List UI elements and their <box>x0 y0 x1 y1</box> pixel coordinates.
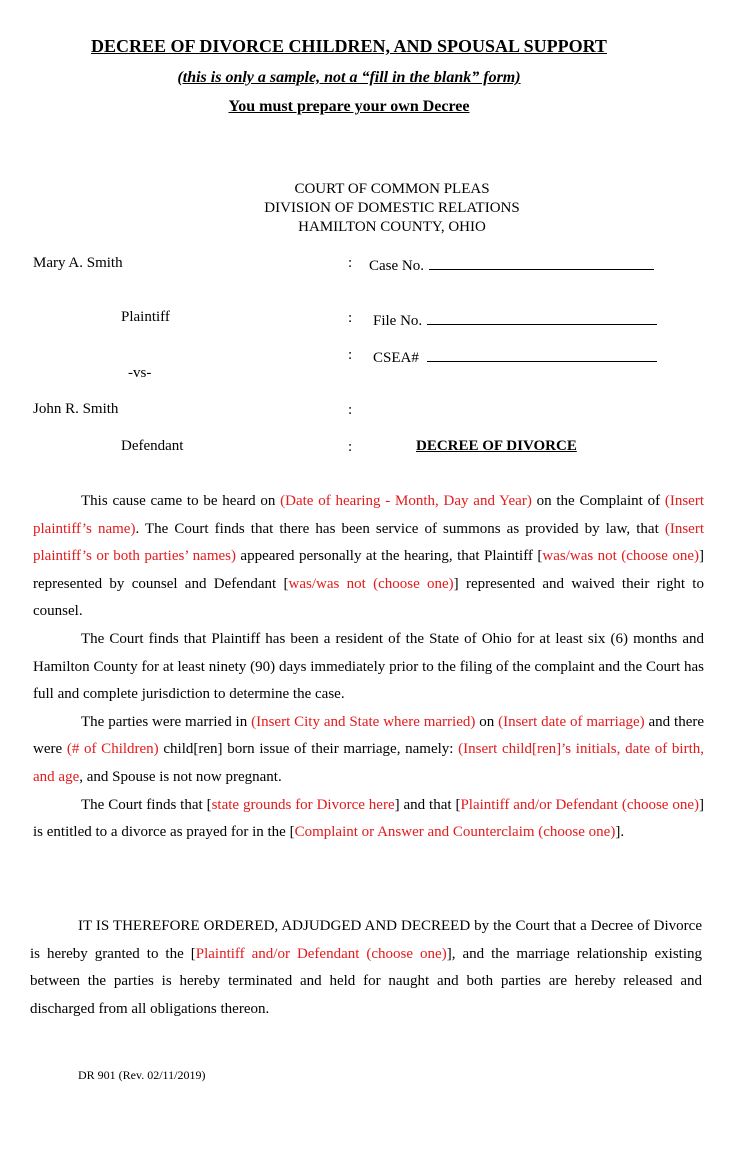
body-text: on the Complaint of <box>531 493 665 509</box>
court-name: COURT OF COMMON PLEAS <box>294 181 490 197</box>
file-number-blank <box>427 310 657 325</box>
placeholder-text: (Insert plaintiff’s name) <box>33 493 704 537</box>
case-number-blank <box>429 255 654 270</box>
body-text: . The Court finds that there has been service of summons as provided by law, that <box>135 520 665 537</box>
body-text: , and Spouse is not now pregnant. <box>79 768 282 785</box>
paragraph-marriage <box>33 709 704 792</box>
versus-label: -vs- <box>128 365 152 381</box>
body-text: The Court finds that [ <box>81 796 212 813</box>
placeholder-text: (Insert date of marriage) <box>498 713 645 730</box>
body-text: ] represented by counsel and Defendant [ <box>33 548 704 592</box>
case-number-label: Case No. <box>369 258 424 274</box>
body-text: The Court finds that Plaintiff has been a resident of the State of Ohio for at least six (6) months and Hamilton County for at least ninety (90) days immediately prior to the filing of the complaint and the Court has full and complete jurisdiction to determine the case. <box>33 630 704 703</box>
body-text: and there were <box>33 713 705 758</box>
file-number-field <box>373 310 657 330</box>
case-number-field <box>369 255 654 275</box>
paragraph-grounds <box>33 792 704 847</box>
placeholder-text: Complaint or Answer and Counterclaim (choose one) <box>294 824 616 841</box>
file-number-label: File No. <box>373 313 423 329</box>
caption-colon: : <box>348 347 353 363</box>
csea-blank <box>427 347 657 362</box>
defendant-label: Defendant <box>121 438 184 454</box>
plaintiff-name: Mary A. Smith <box>33 255 123 271</box>
caption-colon: : <box>348 310 353 326</box>
body-text: child[ren] born issue of their marriage, namely: <box>158 741 459 758</box>
document-title: DECREE OF DIVORCE CHILDREN, AND SPOUSAL SUPPORT <box>91 36 607 56</box>
caption-colon: : <box>348 255 353 271</box>
placeholder-text: (Insert City and State where married) <box>251 713 476 730</box>
caption-colon: : <box>348 439 353 455</box>
plaintiff-label: Plaintiff <box>121 309 170 325</box>
placeholder-text: Plaintiff and/or Defendant (choose one) <box>460 796 700 813</box>
placeholder-text: was/was not (choose one) <box>542 548 699 565</box>
placeholder-text: state grounds for Divorce here <box>211 796 395 813</box>
body-text: This cause came to be heard on <box>81 493 281 509</box>
body-text: on <box>475 713 499 730</box>
placeholder-text: (Insert child[ren]’s initials, date of birth, and age <box>33 741 704 785</box>
body-text: ]. <box>615 824 625 841</box>
paragraph-residency <box>33 626 704 709</box>
form-revision: DR 901 (Rev. 02/11/2019) <box>78 1068 206 1082</box>
body-text: ], and the marriage relationship existing between the parties is hereby terminated and held for naught and both parties are hereby released and discharged from all obligations thereon. <box>30 945 703 1017</box>
placeholder-text: (Date of hearing - Month, Day and Year) <box>280 493 532 509</box>
placeholder-text: was/was not (choose one) <box>288 575 454 592</box>
body-text: ] and that [ <box>394 796 461 813</box>
body-text: ] is entitled to a divorce as prayed for in the [ <box>33 796 705 841</box>
placeholder-text: (Insert plaintiff’s or both parties’ names) <box>33 520 705 565</box>
csea-label: CSEA# <box>373 350 419 366</box>
decree-heading: DECREE OF DIVORCE <box>416 438 577 454</box>
paragraph-hearing <box>33 488 704 626</box>
sample-disclaimer: (this is only a sample, not a “fill in the blank” form) <box>177 69 521 86</box>
court-division: DIVISION OF DOMESTIC RELATIONS <box>264 200 520 216</box>
body-text: IT IS THEREFORE ORDERED, ADJUDGED AND DECREED by the Court that a Decree of Divorce is hereby granted to the [ <box>30 918 702 962</box>
findings-section <box>33 488 704 847</box>
court-county: HAMILTON COUNTY, OHIO <box>298 219 486 235</box>
placeholder-text: Plaintiff and/or Defendant (choose one) <box>195 945 447 962</box>
body-text: The parties were married in <box>81 713 252 730</box>
defendant-name: John R. Smith <box>33 401 119 417</box>
body-text: ] represented and waived their right to counsel. <box>33 575 704 620</box>
prepare-notice: You must prepare your own Decree <box>228 98 470 115</box>
csea-number-field <box>373 347 657 367</box>
placeholder-text: (# of Children) <box>66 741 159 758</box>
paragraph-order <box>30 913 702 1023</box>
caption-colon: : <box>348 402 353 418</box>
body-text: appeared personally at the hearing, that Plaintiff [ <box>235 548 543 565</box>
order-section <box>30 913 702 1023</box>
